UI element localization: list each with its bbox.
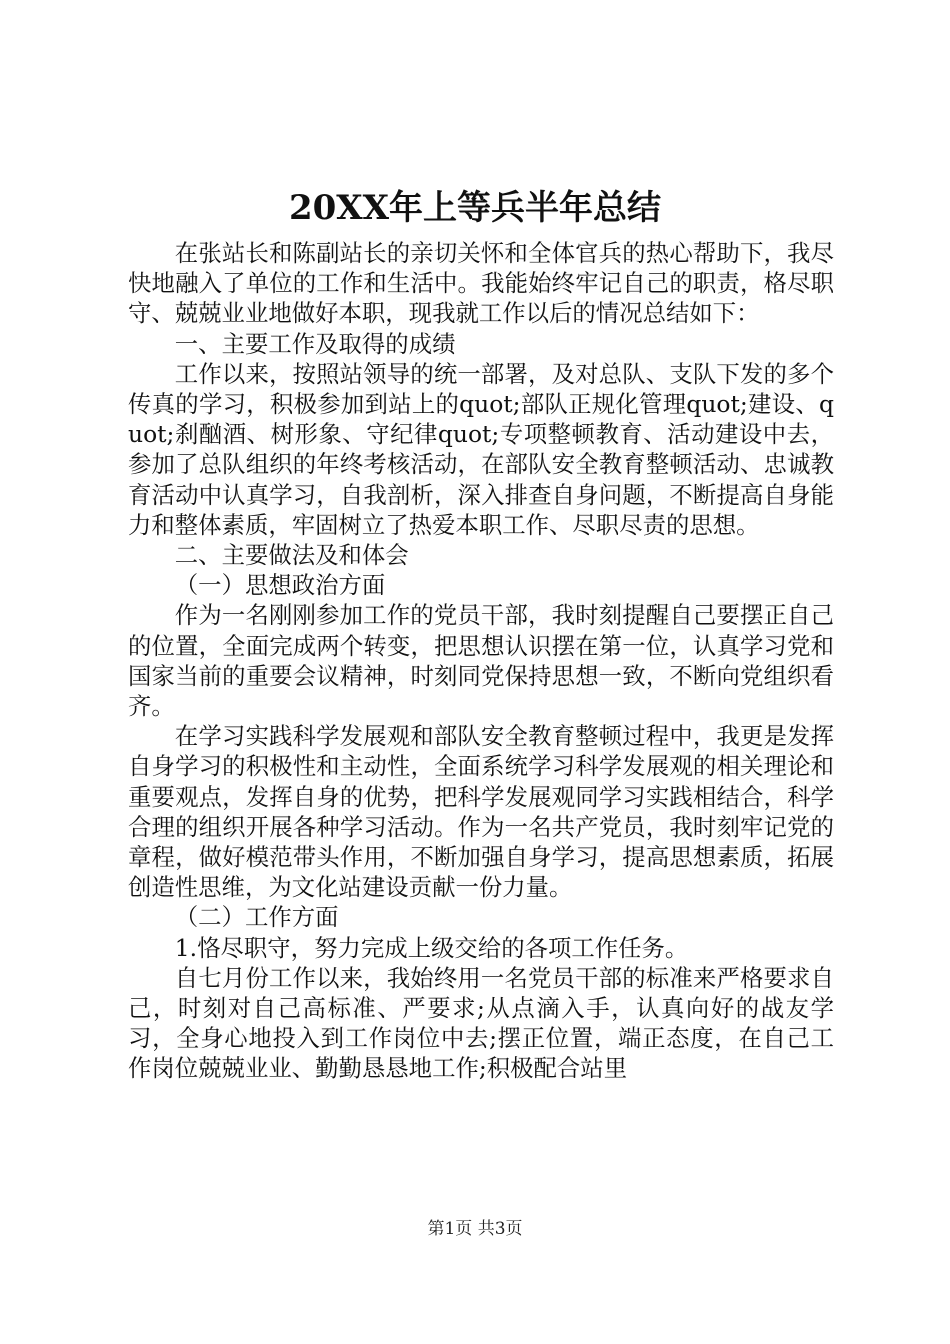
- section-heading-2: 二、主要做法及和体会: [174, 541, 409, 570]
- subsection-heading-1: （一）思想政治方面: [174, 571, 386, 600]
- paragraph-work-results: 工作以来，按照站领导的统一部署，及对总队、支队下发的多个传真的学习，积极参加到站上的quot;部队正规化管理quot;建设、quot;刹酗酒、树形象、守纪律quot;专项整顿教育、活动建设中去，参加了总队组织的年终考核活动，在部队安全教育整顿活动、忠诚教育活动中认真学习，自我剖析，深入排查自身问题，不断提高自身能力和整体素质，牢固树立了热爱本职工作、尽职尽责的思想。: [128, 359, 834, 539]
- subsection-heading-2: （二）工作方面: [174, 903, 339, 932]
- paragraph-work-detail: 自七月份工作以来，我始终用一名党员干部的标准来严格要求自己，时刻对自己高标准、严要求;从点滴入手，认真向好的战友学习，全身心地投入到工作岗位中去;摆正位置，端正态度，在自己工作岗位兢兢业业、勤勤恳恳地工作;积极配合站里: [128, 963, 834, 1083]
- page-footer: 第1页 共3页: [427, 1219, 523, 1239]
- document-title: 20XX年上等兵半年总结: [288, 188, 662, 228]
- numbered-item-1: 1.恪尽职守，努力完成上级交给的各项工作任务。: [174, 933, 689, 962]
- paragraph-intro: 在张站长和陈副站长的亲切关怀和全体官兵的热心帮助下，我尽快地融入了单位的工作和生活中。我能始终牢记自己的职责，格尽职守、兢兢业业地做好本职，现我就工作以后的情况总结如下：: [128, 239, 834, 328]
- document-body: [128, 238, 834, 1084]
- paragraph-political-1: 作为一名刚刚参加工作的党员干部，我时刻提醒自己要摆正自己的位置，全面完成两个转变，把思想认识摆在第一位，认真学习党和国家当前的重要会议精神，时刻同党保持思想一致，不断向党组织看齐。: [128, 601, 834, 721]
- section-heading-1: 一、主要工作及取得的成绩: [174, 329, 456, 358]
- paragraph-political-2: 在学习实践科学发展观和部队安全教育整顿过程中，我更是发挥自身学习的积极性和主动性，全面系统学习科学发展观的相关理论和重要观点，发挥自身的优势，把科学发展观同学习实践相结合，科学合理的组织开展各种学习活动。作为一名共产党员，我时刻牢记党的章程，做好模范带头作用，不断加强自身学习，提高思想素质，拓展创造性思维，为文化站建设贡献一份力量。: [128, 722, 834, 902]
